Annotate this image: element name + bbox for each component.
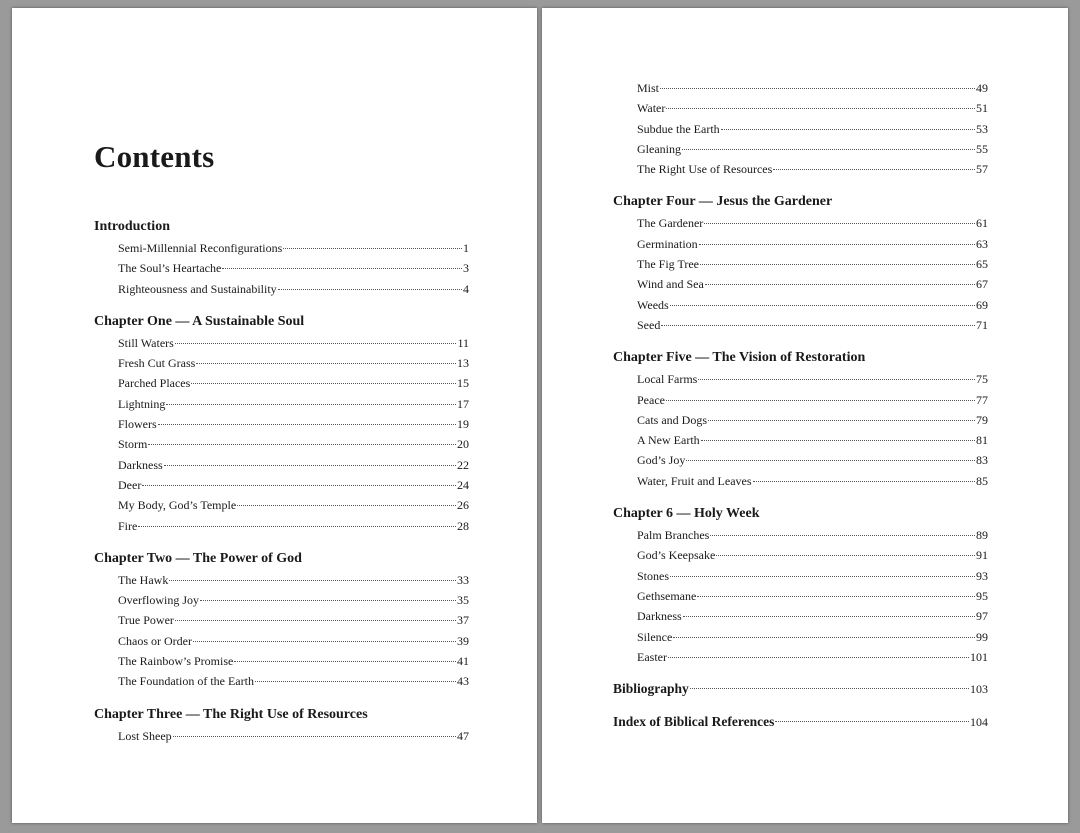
- dot-leader: [148, 444, 456, 445]
- toc-entry-page-number: 1: [463, 241, 469, 255]
- page-title: Contents: [94, 139, 215, 174]
- dot-leader: [698, 379, 975, 380]
- toc-entry[interactable]: [94, 516, 469, 536]
- dot-leader: [686, 460, 975, 461]
- toc-entry[interactable]: [94, 495, 469, 515]
- toc-entry-page-number: 15: [457, 376, 469, 391]
- dot-leader: [682, 149, 975, 150]
- toc-entry-page-number: 41: [457, 654, 469, 669]
- toc-entry[interactable]: [94, 610, 469, 630]
- toc-entry[interactable]: [94, 570, 469, 590]
- toc-entry-label: Water, Fruit and Leaves: [637, 473, 752, 488]
- toc-entry-label: Righteousness and Sustainability: [118, 281, 277, 296]
- toc-entry-label: Subdue the Earth: [637, 121, 720, 136]
- toc-entry-page-number: 47: [457, 728, 469, 743]
- toc-entry-label: True Power: [118, 613, 174, 628]
- toc-entry-label: The Soul’s Heartache: [118, 261, 222, 276]
- toc-entry[interactable]: [94, 631, 469, 651]
- toc-entry-label: Mist: [637, 81, 660, 95]
- toc-entry[interactable]: [94, 671, 469, 691]
- toc-entry-page-number: 71: [976, 317, 988, 332]
- toc-entry-label: Seed: [637, 317, 661, 332]
- toc-entry-page-number: 85: [976, 473, 988, 488]
- toc-entry-page-number: 35: [457, 593, 469, 608]
- chapter-heading[interactable]: Chapter One — A Sustainable Soul: [94, 313, 305, 329]
- toc-entry-label: Parched Places: [118, 376, 191, 391]
- toc-entry-page-number: 24: [457, 477, 469, 492]
- dot-leader: [234, 661, 456, 662]
- dot-leader: [222, 268, 462, 269]
- dot-leader: [708, 420, 975, 421]
- toc-entry-page-number: 69: [976, 297, 988, 312]
- toc-entry-page-number: 11: [457, 335, 469, 350]
- dot-leader: [196, 363, 456, 364]
- dot-leader: [668, 657, 969, 658]
- toc-entry[interactable]: [613, 606, 988, 626]
- toc-entry-page-number: 65: [976, 257, 988, 272]
- toc-standalone-page-number: 103: [970, 682, 988, 697]
- dot-leader: [283, 248, 462, 249]
- toc-entry-label: Fire: [118, 518, 138, 533]
- toc-entry[interactable]: [613, 430, 988, 450]
- dot-leader: [775, 721, 969, 722]
- toc-entry[interactable]: [613, 410, 988, 430]
- toc-entry-label: Gethsemane: [637, 588, 697, 603]
- toc-entry-label: Palm Branches: [637, 528, 710, 543]
- toc-right-column: [613, 78, 988, 733]
- toc-entry[interactable]: [613, 315, 988, 335]
- dot-leader: [705, 284, 975, 285]
- toc-entry-label: Lightning: [118, 396, 166, 411]
- toc-entry[interactable]: [613, 627, 988, 647]
- toc-entry-page-number: 77: [976, 392, 988, 407]
- dot-leader: [175, 343, 457, 344]
- chapter-heading[interactable]: Chapter Three — The Right Use of Resources: [94, 706, 368, 722]
- toc-entry-page-number: 13: [457, 356, 469, 371]
- toc-entry-page-number: 19: [457, 417, 469, 432]
- toc-entry-label: Weeds: [637, 297, 669, 312]
- dot-leader: [661, 325, 975, 326]
- dot-leader: [753, 481, 975, 482]
- toc-entry[interactable]: [94, 434, 469, 454]
- toc-entry-page-number: 20: [457, 437, 469, 452]
- toc-entry-page-number: 17: [457, 396, 469, 411]
- toc-entry-label: Stones: [637, 568, 670, 583]
- toc-entry-page-number: 26: [457, 498, 469, 513]
- dot-leader: [773, 169, 975, 170]
- dot-leader: [138, 526, 456, 527]
- dot-leader: [169, 580, 456, 581]
- chapter-heading[interactable]: Chapter Four — Jesus the Gardener: [613, 194, 833, 210]
- dot-leader: [173, 736, 456, 737]
- toc-entry-page-number: 55: [976, 141, 988, 156]
- toc-entry-label: Peace: [637, 392, 665, 407]
- chapter-heading[interactable]: Introduction: [94, 219, 170, 234]
- toc-entry-page-number: 39: [457, 633, 469, 648]
- toc-entry-label: Darkness: [118, 457, 163, 472]
- toc-entry-label: Germination: [637, 236, 698, 251]
- dot-leader: [673, 637, 975, 638]
- toc-entry-page-number: 81: [976, 433, 988, 448]
- dot-leader: [666, 400, 975, 401]
- toc-entry[interactable]: [613, 647, 988, 667]
- toc-entry[interactable]: [94, 353, 469, 373]
- left-page: [12, 8, 537, 823]
- toc-entry-page-number: 61: [976, 216, 988, 231]
- toc-entry-page-number: 43: [457, 674, 469, 689]
- toc-entry-page-number: 83: [976, 453, 988, 468]
- toc-standalone-page-number: 104: [970, 715, 988, 730]
- toc-entry[interactable]: [94, 455, 469, 475]
- toc-entry-label: Still Waters: [118, 335, 174, 350]
- toc-entry[interactable]: [613, 119, 988, 139]
- toc-entry[interactable]: [613, 566, 988, 586]
- dot-leader: [690, 688, 969, 689]
- toc-entry[interactable]: [94, 333, 469, 353]
- dot-leader: [710, 535, 975, 536]
- dot-leader: [278, 289, 462, 290]
- toc-entry-label: The Right Use of Resources: [637, 162, 773, 177]
- dot-leader: [193, 641, 456, 642]
- toc-entry[interactable]: [94, 238, 469, 258]
- toc-entry-label: The Rainbow’s Promise: [118, 654, 234, 669]
- toc-entry-label: Flowers: [118, 417, 157, 432]
- toc-standalone-label: Index of Biblical References: [613, 714, 775, 730]
- dot-leader: [142, 485, 456, 486]
- toc-entry-label: Local Farms: [637, 372, 698, 387]
- toc-entry-label: Easter: [637, 649, 667, 664]
- dot-leader: [255, 681, 456, 682]
- chapter-heading[interactable]: Chapter Five — The Vision of Restoration: [613, 350, 866, 366]
- toc-entry-label: The Foundation of the Earth: [118, 674, 254, 689]
- toc-entry[interactable]: [613, 545, 988, 565]
- toc-entry-label: Water: [637, 101, 666, 116]
- toc-entry-label: The Fig Tree: [637, 257, 700, 272]
- toc-entry-page-number: 79: [976, 412, 988, 427]
- chapter-heading[interactable]: Chapter Two — The Power of God: [94, 550, 302, 566]
- toc-entry[interactable]: [94, 373, 469, 393]
- toc-standalone-label: Bibliography: [613, 681, 689, 697]
- toc-entry[interactable]: [613, 390, 988, 410]
- toc-entry[interactable]: [613, 213, 988, 233]
- toc-entry-page-number: 97: [976, 609, 988, 624]
- toc-entry-page-number: 101: [970, 649, 988, 664]
- toc-entry-page-number: 28: [457, 518, 469, 533]
- toc-entry-label: The Hawk: [118, 572, 169, 587]
- toc-entry-page-number: 93: [976, 568, 988, 583]
- toc-entry-label: Gleaning: [637, 141, 681, 156]
- toc-entry-page-number: 57: [976, 162, 988, 177]
- toc-entry-label: God’s Joy: [637, 453, 686, 468]
- toc-entry-label: My Body, God’s Temple: [118, 498, 237, 513]
- dot-leader: [683, 616, 975, 617]
- toc-entry[interactable]: [613, 98, 988, 118]
- toc-entry-label: A New Earth: [637, 433, 700, 448]
- toc-entry-label: Lost Sheep: [118, 728, 172, 743]
- toc-entry-label: Cats and Dogs: [637, 412, 707, 427]
- toc-entry[interactable]: [613, 295, 988, 315]
- toc-entry[interactable]: [613, 139, 988, 159]
- toc-entry[interactable]: [94, 651, 469, 671]
- dot-leader: [704, 223, 975, 224]
- toc-entry[interactable]: [94, 590, 469, 610]
- toc-entry-label: Overflowing Joy: [118, 593, 199, 608]
- toc-entry-page-number: 3: [463, 261, 469, 276]
- toc-entry-page-number: 22: [457, 457, 469, 472]
- dot-leader: [200, 600, 456, 601]
- toc-entry[interactable]: [613, 525, 988, 545]
- toc-entry-label: Semi-Millennial Reconfigurations: [118, 241, 283, 255]
- dot-leader: [660, 88, 975, 89]
- toc-entry[interactable]: [613, 450, 988, 470]
- dot-leader: [175, 620, 456, 621]
- toc-entry-label: Fresh Cut Grass: [118, 356, 196, 371]
- chapter-heading[interactable]: Chapter 6 — Holy Week: [613, 506, 760, 522]
- toc-entry-page-number: 89: [976, 528, 988, 543]
- toc-entry[interactable]: [94, 414, 469, 434]
- right-page: [542, 8, 1068, 823]
- toc-standalone-entry[interactable]: [613, 711, 988, 733]
- toc-entry-page-number: 37: [457, 613, 469, 628]
- dot-leader: [699, 244, 975, 245]
- toc-entry[interactable]: [613, 78, 988, 98]
- toc-entry-page-number: 99: [976, 629, 988, 644]
- toc-entry[interactable]: [94, 258, 469, 278]
- toc-entry-page-number: 4: [463, 281, 469, 296]
- toc-entry[interactable]: [613, 369, 988, 389]
- toc-standalone-entry[interactable]: [613, 678, 988, 700]
- toc-entry[interactable]: [613, 254, 988, 274]
- toc-entry[interactable]: [613, 234, 988, 254]
- toc-entry-label: Deer: [118, 477, 142, 492]
- toc-entry-page-number: 51: [976, 101, 988, 116]
- toc-entry-page-number: 91: [976, 548, 988, 563]
- toc-entry-label: Chaos or Order: [118, 633, 192, 648]
- toc-entry-page-number: 33: [457, 572, 469, 587]
- toc-entry[interactable]: [613, 274, 988, 294]
- dot-leader: [164, 465, 456, 466]
- toc-entry[interactable]: [613, 471, 988, 491]
- toc-entry-page-number: 49: [976, 81, 988, 95]
- dot-leader: [670, 576, 975, 577]
- toc-entry-page-number: 67: [976, 277, 988, 292]
- dot-leader: [701, 440, 975, 441]
- dot-leader: [721, 129, 975, 130]
- toc-entry[interactable]: [94, 475, 469, 495]
- toc-entry-label: Silence: [637, 629, 673, 644]
- toc-entry-label: Storm: [118, 437, 148, 452]
- toc-entry-label: Darkness: [637, 609, 682, 624]
- toc-entry-page-number: 53: [976, 121, 988, 136]
- toc-entry-page-number: 75: [976, 372, 988, 387]
- dot-leader: [700, 264, 975, 265]
- dot-leader: [191, 383, 456, 384]
- toc-entry[interactable]: [613, 159, 988, 179]
- toc-entry[interactable]: [613, 586, 988, 606]
- toc-entry-label: God’s Keepsake: [637, 548, 716, 563]
- dot-leader: [670, 305, 975, 306]
- toc-entry[interactable]: [94, 279, 469, 299]
- dot-leader: [697, 596, 975, 597]
- toc-entry-label: Wind and Sea: [637, 277, 704, 292]
- dot-leader: [237, 505, 456, 506]
- toc-entry-page-number: 95: [976, 588, 988, 603]
- dot-leader: [716, 555, 975, 556]
- toc-left-column: [94, 215, 469, 746]
- toc-entry[interactable]: [94, 726, 469, 746]
- dot-leader: [166, 404, 456, 405]
- toc-entry-page-number: 63: [976, 236, 988, 251]
- dot-leader: [666, 108, 975, 109]
- dot-leader: [158, 424, 456, 425]
- toc-entry[interactable]: [94, 394, 469, 414]
- toc-entry-label: The Gardener: [637, 216, 704, 231]
